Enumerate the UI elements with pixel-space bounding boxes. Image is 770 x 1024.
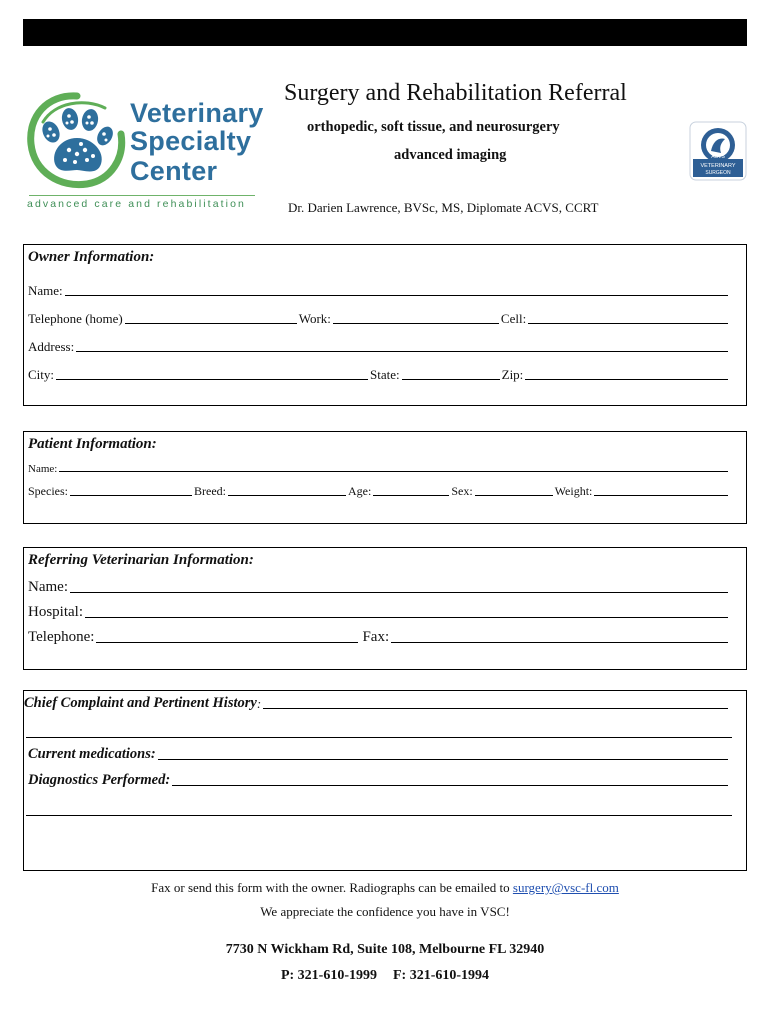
badge-acvs-text: ACVS <box>711 154 725 160</box>
footer-instructions-text: Fax or send this form with the owner. Radiographs can be emailed to <box>151 880 513 895</box>
owner-name-label: Name: <box>28 283 63 298</box>
diagnostics-label: Diagnostics Performed: <box>28 772 171 788</box>
medications-row <box>28 746 730 763</box>
chief-complaint-colon: : <box>256 696 262 711</box>
diagnostics-field[interactable] <box>172 785 728 786</box>
chief-complaint-label: Chief Complaint and Pertinent History <box>24 695 257 711</box>
patient-details-row <box>28 484 730 499</box>
acvs-badge-icon <box>689 121 747 181</box>
age-label: Age: <box>348 484 372 498</box>
footer-phone: P: 321-610-1999 <box>280 968 377 983</box>
logo-word-specialty: Specialty <box>130 126 252 156</box>
weight-label: Weight: <box>554 484 593 498</box>
sex-label: Sex: <box>451 484 473 498</box>
owner-information-section <box>23 244 747 406</box>
ref-vet-telephone-label: Telephone: <box>28 629 95 645</box>
hospital-field[interactable] <box>85 617 728 618</box>
footer-thanks: We appreciate the confidence you have in VSC! <box>260 904 510 919</box>
cell-label: Cell: <box>500 311 527 326</box>
ref-vet-name-label: Name: <box>28 579 68 595</box>
patient-heading: Patient Information: <box>28 436 157 452</box>
referring-vet-heading: Referring Veterinarian Information: <box>28 552 254 568</box>
badge-veterinary-text: VETERINARY <box>700 163 736 169</box>
referring-vet-section <box>23 547 747 670</box>
hospital-label: Hospital: <box>28 604 83 620</box>
patient-name-row <box>28 463 730 475</box>
chief-complaint-row <box>24 695 730 712</box>
chief-complaint-line-2[interactable] <box>26 737 732 738</box>
footer-contact <box>0 968 770 984</box>
diagnostics-row <box>28 772 730 789</box>
patient-name-label: Name: <box>28 463 58 475</box>
city-label: City: <box>28 367 55 382</box>
city-field[interactable] <box>56 379 368 380</box>
doctor-credentials: Dr. Darien Lawrence, BVSc, MS, Diplomate ACVS, CCRT <box>288 200 599 215</box>
owner-heading: Owner Information: <box>28 249 155 265</box>
page-subtitle-imaging: advanced imaging <box>394 147 507 163</box>
badge-surgeon-text: SURGEON <box>705 170 731 176</box>
ref-vet-name-field[interactable] <box>70 592 728 593</box>
age-field[interactable] <box>373 495 449 496</box>
telephone-home-field[interactable] <box>125 323 297 324</box>
logo-word-veterinary: Veterinary <box>130 98 264 128</box>
logo-tagline: advanced care and rehabilitation <box>27 198 246 210</box>
page-title: Surgery and Rehabilitation Referral <box>284 80 627 106</box>
history-section <box>23 690 747 871</box>
email-link[interactable]: surgery@vsc-fl.com <box>512 880 619 895</box>
footer-address: 7730 N Wickham Rd, Suite 108, Melbourne FL 32940 <box>225 942 545 957</box>
medications-label: Current medications: <box>28 746 156 762</box>
ref-vet-fax-field[interactable] <box>391 642 728 643</box>
hospital-row <box>28 604 730 621</box>
ref-vet-fax-label: Fax: <box>362 629 390 645</box>
vsc-logo <box>25 92 264 214</box>
state-label: State: <box>370 367 400 382</box>
owner-name-field[interactable] <box>65 295 728 296</box>
logo-divider <box>29 195 255 196</box>
address-field[interactable] <box>76 351 728 352</box>
zip-field[interactable] <box>525 379 728 380</box>
zip-label: Zip: <box>501 367 524 382</box>
sex-field[interactable] <box>475 495 553 496</box>
species-label: Species: <box>28 484 68 498</box>
weight-field[interactable] <box>594 495 728 496</box>
patient-name-field[interactable] <box>59 471 728 472</box>
top-black-bar <box>23 19 747 46</box>
page-subtitle: orthopedic, soft tissue, and neurosurgery <box>307 119 560 135</box>
paw-logo-icon <box>25 92 130 192</box>
owner-city-row <box>28 367 730 383</box>
breed-label: Breed: <box>194 484 226 498</box>
owner-name-row <box>28 283 730 299</box>
telephone-home-label: Telephone (home) <box>28 311 123 326</box>
logo-word-center: Center <box>130 156 218 186</box>
diagnostics-line-2[interactable] <box>26 815 732 816</box>
owner-address-row <box>28 339 730 355</box>
patient-information-section <box>23 431 747 524</box>
breed-field[interactable] <box>228 495 346 496</box>
footer-instructions <box>0 880 770 896</box>
ref-vet-phone-row <box>28 629 730 646</box>
address-label: Address: <box>28 339 75 354</box>
ref-vet-telephone-field[interactable] <box>96 642 358 643</box>
work-phone-field[interactable] <box>333 323 499 324</box>
state-field[interactable] <box>402 379 500 380</box>
ref-vet-name-row <box>28 579 730 596</box>
cell-phone-field[interactable] <box>528 323 728 324</box>
work-label: Work: <box>298 311 331 326</box>
chief-complaint-field[interactable] <box>263 708 728 709</box>
owner-telephone-row <box>28 311 730 327</box>
footer-fax: F: 321-610-1994 <box>393 968 490 983</box>
species-field[interactable] <box>70 495 192 496</box>
medications-field[interactable] <box>158 759 728 760</box>
